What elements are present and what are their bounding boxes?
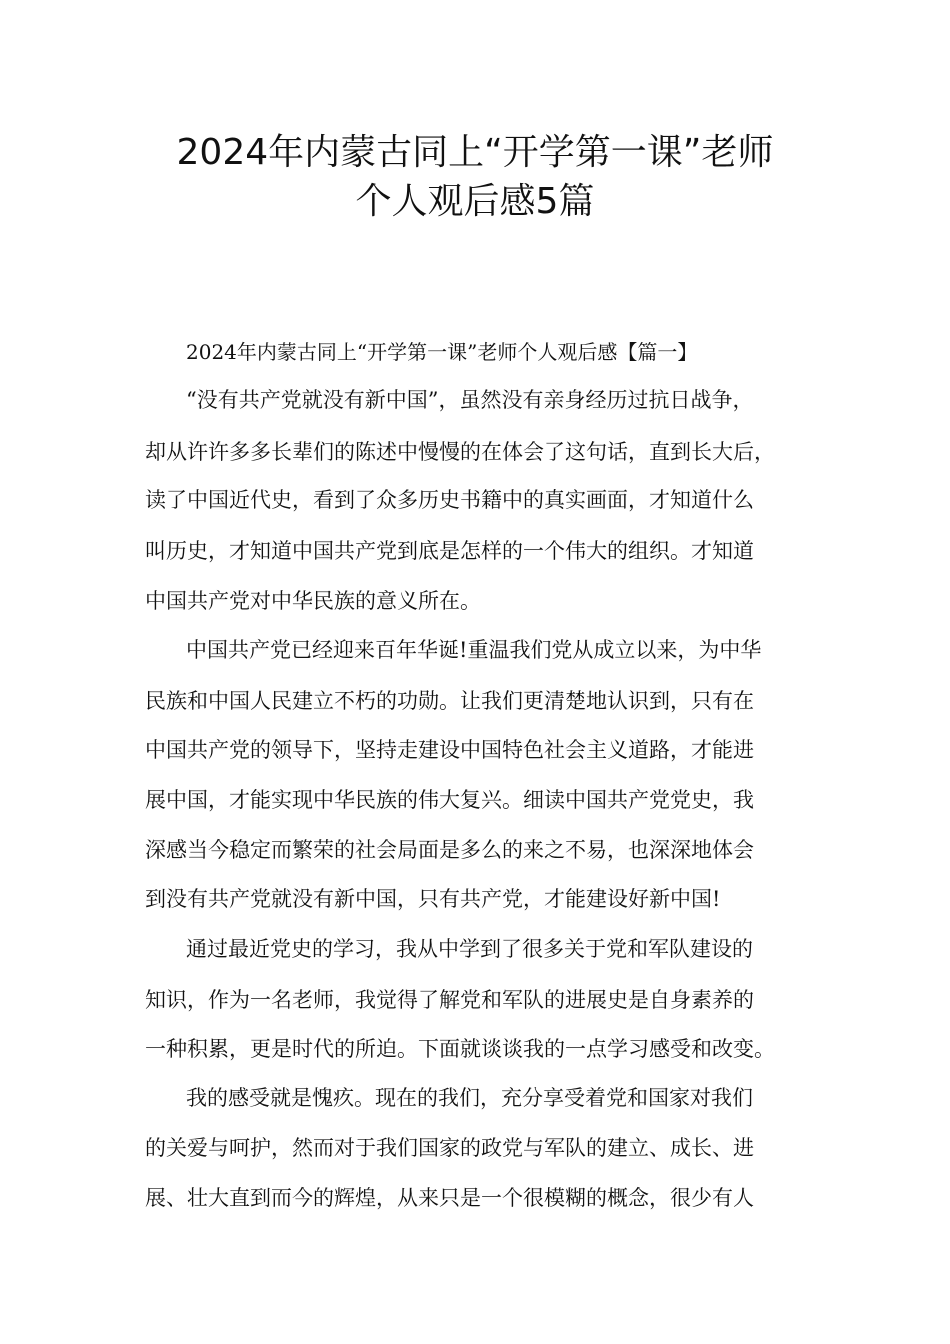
body-line: 知识，作为一名老师，我觉得了解党和军队的进展史是自身素养的 (145, 988, 754, 1012)
body-line: 深感当今稳定而繁荣的社会局面是多么的来之不易，也深深地体会 (145, 838, 754, 862)
body-line: 通过最近党史的学习，我从中学到了很多关于党和军队建设的 (186, 937, 753, 961)
body-line: 中国共产党已经迎来百年华诞!重温我们党从成立以来，为中华 (186, 638, 762, 662)
body-line: 却从许许多多长辈们的陈述中慢慢的在体会了这句话，直到长大后， (145, 440, 775, 464)
body-line: 的关爱与呵护，然而对于我们国家的政党与军队的建立、成长、进 (145, 1136, 754, 1160)
body-line: 读了中国近代史，看到了众多历史书籍中的真实画面，才知道什么 (145, 488, 754, 512)
body-line: 民族和中国人民建立不朽的功勋。让我们更清楚地认识到，只有在 (145, 689, 754, 713)
body-line: 展中国，才能实现中华民族的伟大复兴。细读中国共产党党史，我 (145, 788, 754, 812)
section-heading: 2024年内蒙古同上“开学第一课”老师个人观后感【篇一】 (186, 340, 698, 364)
body-line: 一种积累，更是时代的所迫。下面就谈谈我的一点学习感受和改变。 (145, 1037, 775, 1061)
body-line: 中国共产党对中华民族的意义所在。 (145, 589, 481, 613)
body-line: 到没有共产党就没有新中国，只有共产党，才能建设好新中国! (145, 887, 721, 911)
body-line: 我的感受就是愧疚。现在的我们，充分享受着党和国家对我们 (186, 1086, 753, 1110)
body-line: 展、壮大直到而今的辉煌，从来只是一个很模糊的概念，很少有人 (145, 1186, 754, 1210)
body-line: 中国共产党的领导下，坚持走建设中国特色社会主义道路，才能进 (145, 738, 754, 762)
body-line: 叫历史，才知道中国共产党到底是怎样的一个伟大的组织。才知道 (145, 539, 754, 563)
document-title-line-2: 个人观后感5篇 (355, 181, 595, 222)
body-line: “没有共产党就没有新中国”，虽然没有亲身经历过抗日战争， (186, 388, 754, 412)
document-title-line-1: 2024年内蒙古同上“开学第一课”老师 (176, 132, 774, 173)
